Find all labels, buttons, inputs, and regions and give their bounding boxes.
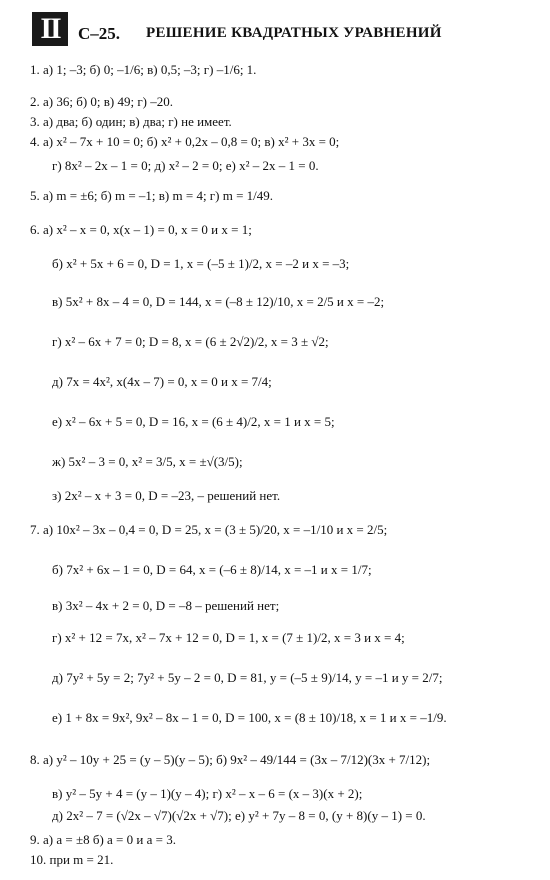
answer-line: д) 7x = 4x², x(4x – 7) = 0, x = 0 и x = 7/4; <box>52 374 272 389</box>
answer-line: е) x² – 6x + 5 = 0, D = 16, x = (6 ± 4)/2, x = 1 и x = 5; <box>52 414 335 429</box>
answer-line: 8. а) y² – 10y + 25 = (y – 5)(y – 5); б) 9x² – 49/144 = (3x – 7/12)(3x + 7/12); <box>30 752 431 767</box>
answer-line: в) y² – 5y + 4 = (y – 1)(y – 4); г) x² – x – 6 = (x – 3)(x + 2); <box>52 786 363 801</box>
answer-line: б) 7x² + 6x – 1 = 0, D = 64, x = (–6 ± 8)/14, x = –1 и x = 1/7; <box>52 562 372 577</box>
answer-line: е) 1 + 8x = 9x², 9x² – 8x – 1 = 0, D = 100, x = (8 ± 10)/18, x = 1 и x = –1/9. <box>52 710 447 725</box>
answer-line: 4. а) x² – 7x + 10 = 0; б) x² + 0,2x – 0,8 = 0; в) x² + 3x = 0; <box>30 134 340 149</box>
answer-line: 10. при m = 21. <box>30 852 114 867</box>
section-roman-badge: II <box>32 12 68 46</box>
answer-line: д) 2x² – 7 = (√2x – √7)(√2x + √7); е) y² + 7y – 8 = 0, (y + 8)(y – 1) = 0. <box>52 808 426 823</box>
answer-line: 3. а) два; б) один; в) два; г) не имеет. <box>30 114 232 129</box>
answer-line: в) 5x² + 8x – 4 = 0, D = 144, x = (–8 ± 12)/10, x = 2/5 и x = –2; <box>52 294 385 309</box>
answer-line: 9. а) a = ±8 б) a = 0 и a = 3. <box>30 832 176 847</box>
answer-line: 1. а) 1; –3; б) 0; –1/6; в) 0,5; –3; г) –1/6; 1. <box>30 62 257 77</box>
answer-line: 7. а) 10x² – 3x – 0,4 = 0, D = 25, x = (3 ± 5)/20, x = –1/10 и x = 2/5; <box>30 522 388 537</box>
answer-line: г) x² – 6x + 7 = 0; D = 8, x = (6 ± 2√2)/2, x = 3 ± √2; <box>52 334 329 349</box>
answer-line: 2. а) 36; б) 0; в) 49; г) –20. <box>30 94 174 109</box>
section-code: С–25. <box>78 24 121 43</box>
answer-line: г) x² + 12 = 7x, x² – 7x + 12 = 0, D = 1, x = (7 ± 1)/2, x = 3 и x = 4; <box>52 630 405 645</box>
answer-line: з) 2x² – x + 3 = 0, D = –23, – решений нет. <box>52 488 281 503</box>
section-header <box>22 6 542 50</box>
answer-line: в) 3x² – 4x + 2 = 0, D = –8 – решений нет; <box>52 598 280 613</box>
answer-line: д) 7y² + 5y = 2; 7y² + 5y – 2 = 0, D = 81, y = (–5 ± 9)/14, y = –1 и y = 2/7; <box>52 670 443 685</box>
answer-line: ж) 5x² – 3 = 0, x² = 3/5, x = ±√(3/5); <box>52 454 243 469</box>
answer-line: г) 8x² – 2x – 1 = 0; д) x² – 2 = 0; е) x² – 2x – 1 = 0. <box>52 158 319 173</box>
answer-line: 5. а) m = ±6; б) m = –1; в) m = 4; г) m = 1/49. <box>30 188 274 203</box>
answer-line: 6. а) x² – x = 0, x(x – 1) = 0, x = 0 и x = 1; <box>30 222 252 237</box>
answer-line: б) x² + 5x + 6 = 0, D = 1, x = (–5 ± 1)/2, x = –2 и x = –3; <box>52 256 350 271</box>
section-title: РЕШЕНИЕ КВАДРАТНЫХ УРАВНЕНИЙ <box>146 25 442 41</box>
